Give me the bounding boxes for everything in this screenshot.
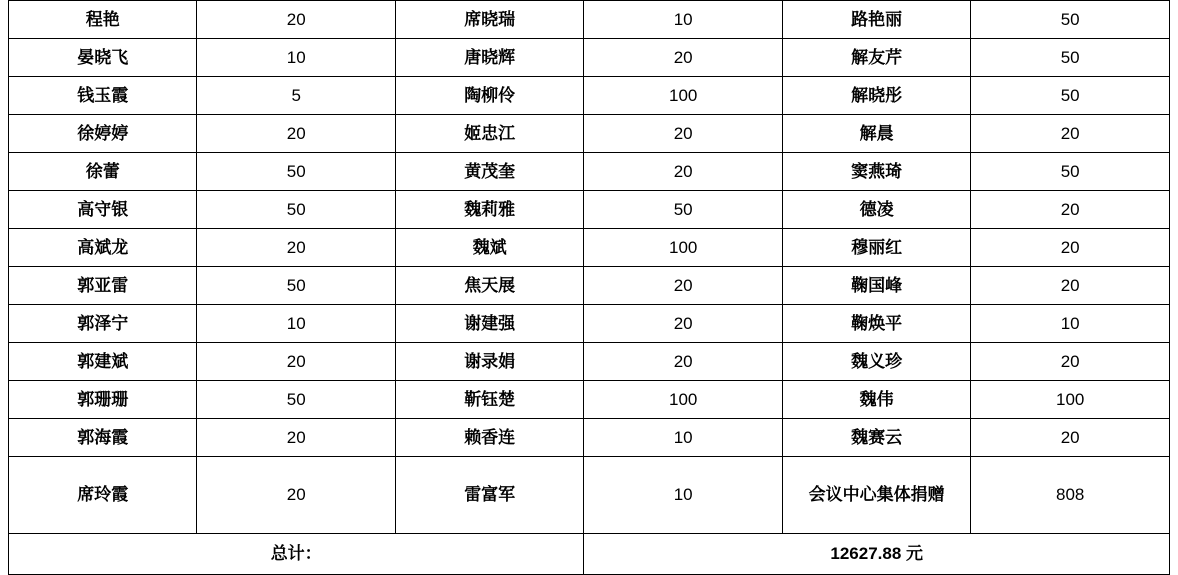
donation-amount: 20: [197, 419, 396, 457]
table-row: [9, 419, 1170, 457]
donor-name: 窦燕琦: [782, 153, 970, 191]
table-row: [9, 229, 1170, 267]
donation-amount: 10: [971, 305, 1170, 343]
table-row: [9, 191, 1170, 229]
donation-amount: 20: [971, 115, 1170, 153]
donation-amount: 20: [197, 115, 396, 153]
donor-name: 郭建斌: [9, 343, 197, 381]
donation-amount: 50: [971, 39, 1170, 77]
donation-amount: 50: [971, 1, 1170, 39]
donor-name: 解友芹: [782, 39, 970, 77]
donor-name: 雷富军: [395, 457, 583, 534]
donor-name: 靳钰楚: [395, 381, 583, 419]
donation-amount: 20: [971, 229, 1170, 267]
donation-amount: 100: [584, 77, 783, 115]
donor-name: 解晓彤: [782, 77, 970, 115]
donation-amount: 10: [584, 419, 783, 457]
donation-amount: 808: [971, 457, 1170, 534]
donor-name: 晏晓飞: [9, 39, 197, 77]
donation-amount: 100: [584, 381, 783, 419]
donation-amount: 100: [971, 381, 1170, 419]
donor-name: 解晨: [782, 115, 970, 153]
donor-name: 郭泽宁: [9, 305, 197, 343]
donation-amount: 5: [197, 77, 396, 115]
donation-amount: 50: [197, 267, 396, 305]
donation-table: [8, 0, 1170, 575]
donation-amount: 20: [584, 39, 783, 77]
donor-name: 魏斌: [395, 229, 583, 267]
donor-name: 徐婷婷: [9, 115, 197, 153]
donor-name: 郭珊珊: [9, 381, 197, 419]
donation-amount: 50: [971, 153, 1170, 191]
donation-amount: 20: [584, 153, 783, 191]
total-row: [9, 534, 1170, 575]
donor-name: 黄茂奎: [395, 153, 583, 191]
donation-amount: 20: [971, 191, 1170, 229]
donation-amount: 20: [197, 457, 396, 534]
donation-amount: 10: [197, 305, 396, 343]
donor-name: 高斌龙: [9, 229, 197, 267]
donation-amount: 50: [197, 153, 396, 191]
donor-name: 程艳: [9, 1, 197, 39]
donation-amount: 20: [584, 115, 783, 153]
donor-name: 鞠国峰: [782, 267, 970, 305]
donor-name: 魏义珍: [782, 343, 970, 381]
donor-name: 谢建强: [395, 305, 583, 343]
table-row: [9, 115, 1170, 153]
donor-name: 穆丽红: [782, 229, 970, 267]
total-value: 12627.88 元: [584, 534, 1170, 575]
donation-amount: 10: [197, 39, 396, 77]
donation-amount: 100: [584, 229, 783, 267]
donation-amount: 20: [971, 343, 1170, 381]
donor-name: 谢录娟: [395, 343, 583, 381]
donor-name: 徐蕾: [9, 153, 197, 191]
donor-name: 魏赛云: [782, 419, 970, 457]
donor-name: 席玲霞: [9, 457, 197, 534]
table-row: [9, 1, 1170, 39]
table-row: [9, 381, 1170, 419]
donation-amount: 20: [197, 229, 396, 267]
table-row: [9, 39, 1170, 77]
donor-name: 鞠焕平: [782, 305, 970, 343]
donor-name: 德凌: [782, 191, 970, 229]
donor-name: 高守银: [9, 191, 197, 229]
donation-amount: 10: [584, 457, 783, 534]
donor-name: 姬忠江: [395, 115, 583, 153]
donation-amount: 20: [584, 305, 783, 343]
table-row: [9, 457, 1170, 534]
total-label: 总计：: [9, 534, 584, 575]
donation-amount: 50: [197, 191, 396, 229]
donor-name: 魏莉雅: [395, 191, 583, 229]
donor-name: 会议中心集体捐赠: [782, 457, 970, 534]
table-row: [9, 77, 1170, 115]
donor-name: 钱玉霞: [9, 77, 197, 115]
table-body: [9, 1, 1170, 575]
table-row: [9, 305, 1170, 343]
donation-amount: 20: [584, 267, 783, 305]
table-row: [9, 267, 1170, 305]
donor-name: 唐晓辉: [395, 39, 583, 77]
donor-name: 路艳丽: [782, 1, 970, 39]
donor-name: 郭海霞: [9, 419, 197, 457]
donation-amount: 50: [197, 381, 396, 419]
donation-amount: 20: [584, 343, 783, 381]
donation-amount: 20: [197, 343, 396, 381]
donation-amount: 20: [971, 419, 1170, 457]
table-row: [9, 153, 1170, 191]
donation-amount: 10: [584, 1, 783, 39]
donor-name: 陶柳伶: [395, 77, 583, 115]
donation-amount: 50: [584, 191, 783, 229]
donation-amount: 50: [971, 77, 1170, 115]
donation-amount: 20: [197, 1, 396, 39]
donation-amount: 20: [971, 267, 1170, 305]
donor-name: 郭亚雷: [9, 267, 197, 305]
donor-name: 魏伟: [782, 381, 970, 419]
table-row: [9, 343, 1170, 381]
donor-name: 焦天展: [395, 267, 583, 305]
donor-name: 席晓瑞: [395, 1, 583, 39]
donor-name: 赖香连: [395, 419, 583, 457]
